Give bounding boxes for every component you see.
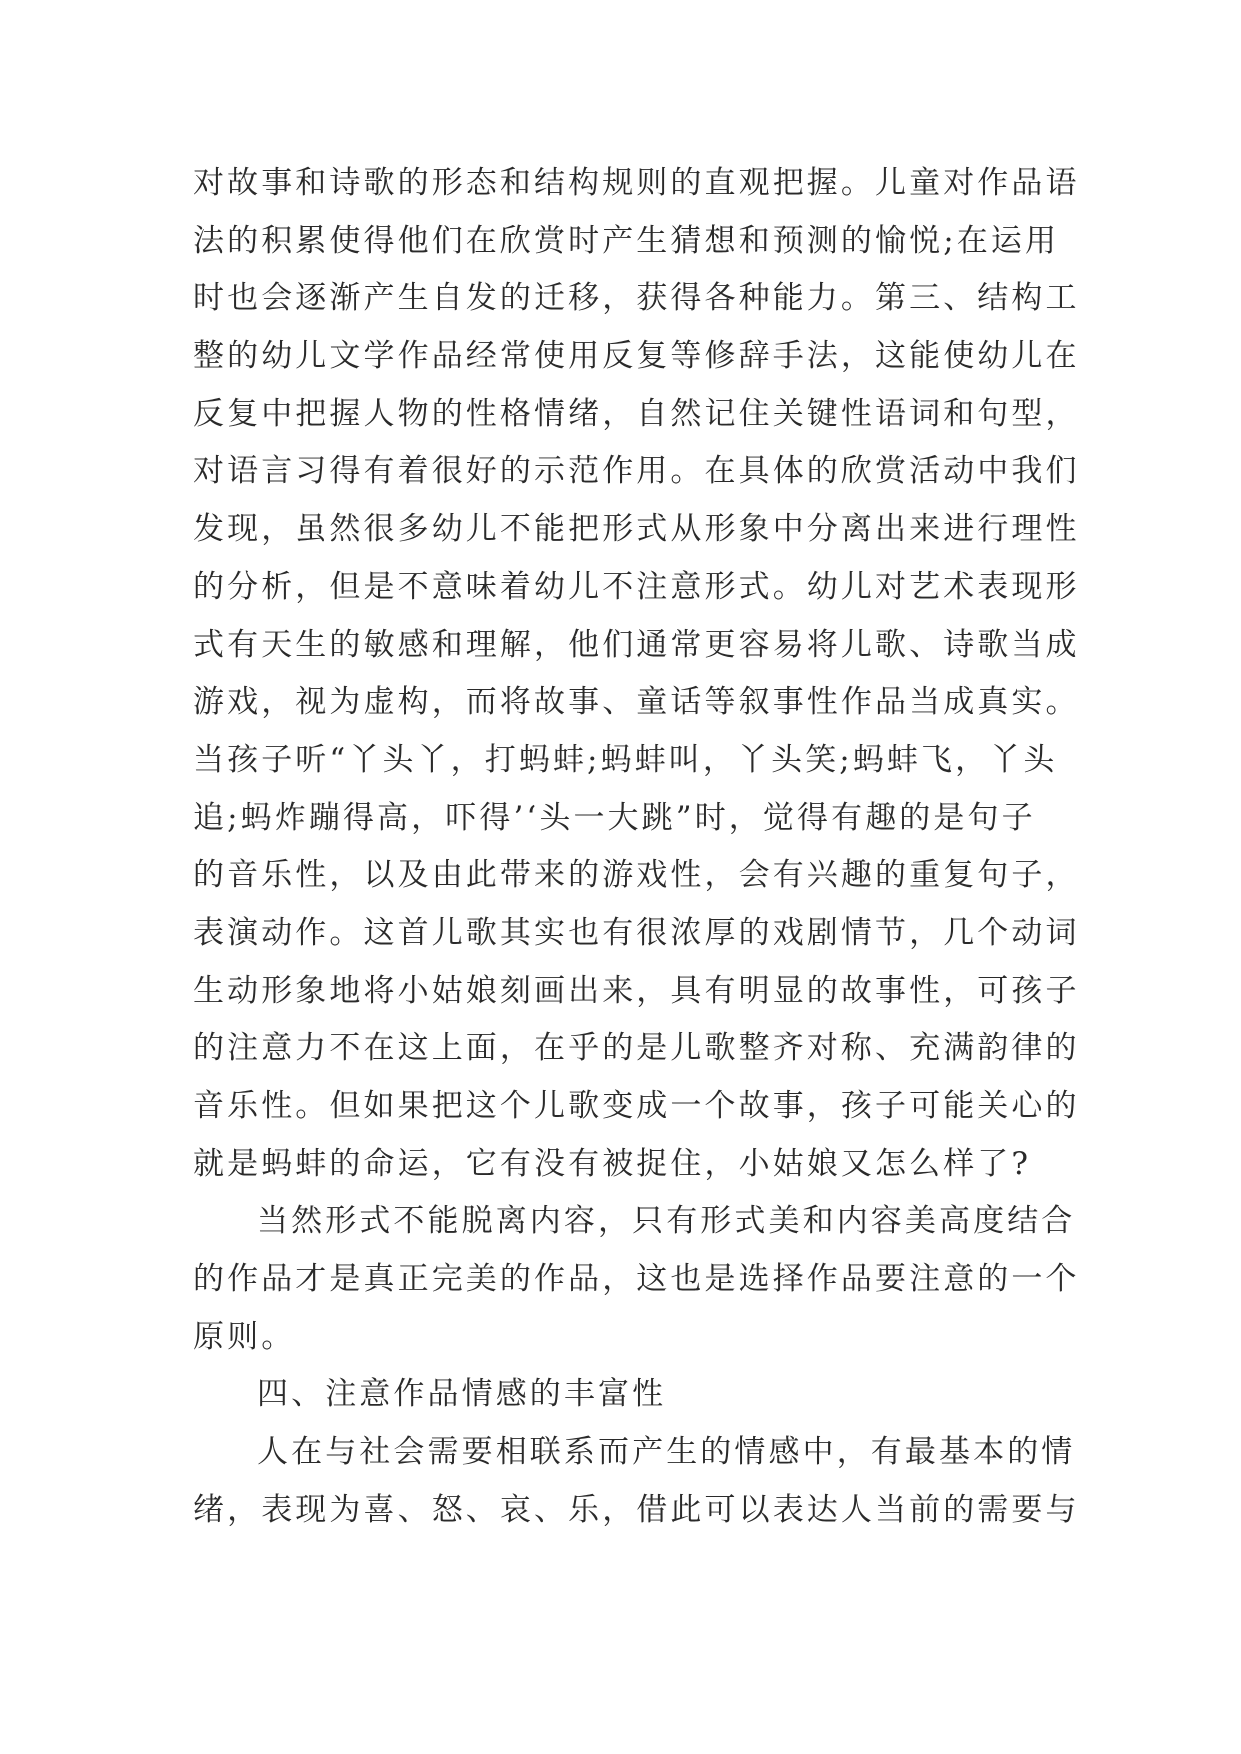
- text-line: 对故事和诗歌的形态和结构规则的直观把握。儿童对作品语: [193, 165, 1080, 201]
- text-line: 对语言习得有着很好的示范作用。在具体的欣赏活动中我们: [193, 453, 1080, 490]
- paragraph-first-line: 人在与社会需要相联系而产生的情感中，有最基本的情: [257, 1434, 1076, 1471]
- text-line: 就是蚂蚌的命运，它有没有被捉住，小姑娘又怎么样了?: [193, 1145, 1032, 1182]
- paragraph-first-line: 当然形式不能脱离内容，只有形式美和内容美高度结合: [257, 1203, 1076, 1240]
- text-line: 表演动作。这首儿歌其实也有很浓厚的戏剧情节，几个动词: [193, 914, 1080, 951]
- text-line: 绪，表现为喜、怒、哀、乐，借此可以表达人当前的需要与: [193, 1491, 1080, 1528]
- text-line: 的作品才是真正完美的作品，这也是选择作品要注意的一个: [193, 1261, 1080, 1298]
- section-heading: 四、注意作品情感的丰富性: [257, 1376, 667, 1413]
- text-line: 生动形象地将小姑娘刻画出来，具有明显的故事性，可孩子: [193, 972, 1080, 1009]
- text-line: 的音乐性，以及由此带来的游戏性，会有兴趣的重复句子，: [193, 857, 1080, 894]
- text-line: 式有天生的敏感和理解，他们通常更容易将儿歌、诗歌当成: [193, 626, 1080, 663]
- body-text: [193, 155, 1080, 1540]
- text-line: 音乐性。但如果把这个儿歌变成一个故事，孩子可能关心的: [193, 1088, 1080, 1124]
- text-line: 的注意力不在这上面，在乎的是儿歌整齐对称、充满韵律的: [193, 1030, 1080, 1067]
- text-line: 的分析，但是不意味着幼儿不注意形式。幼儿对艺术表现形: [193, 568, 1080, 605]
- text-line: 法的积累使得他们在欣赏时产生猜想和预测的愉悦;在运用: [193, 222, 1060, 259]
- text-line: 当孩子听“丫头丫，打蚂蚌;蚂蚌叫，丫头笑;蚂蚌飞，丫头: [193, 741, 1058, 778]
- text-line: 游戏，视为虚构，而将故事、童话等叙事性作品当成真实。: [193, 684, 1080, 721]
- text-line: 反复中把握人物的性格情绪，自然记住关键性语词和句型，: [193, 395, 1080, 432]
- text-line: 追;蚂炸蹦得高，吓得’‘头一大跳”时，觉得有趣的是句子: [193, 799, 1036, 836]
- text-line: 时也会逐渐产生自发的迁移，获得各种能力。第三、结构工: [193, 280, 1080, 317]
- text-line: 原则。: [193, 1318, 296, 1355]
- text-line: 发现，虽然很多幼儿不能把形式从形象中分离出来进行理性: [193, 511, 1080, 548]
- text-line: 整的幼儿文学作品经常使用反复等修辞手法，这能使幼儿在: [193, 338, 1080, 375]
